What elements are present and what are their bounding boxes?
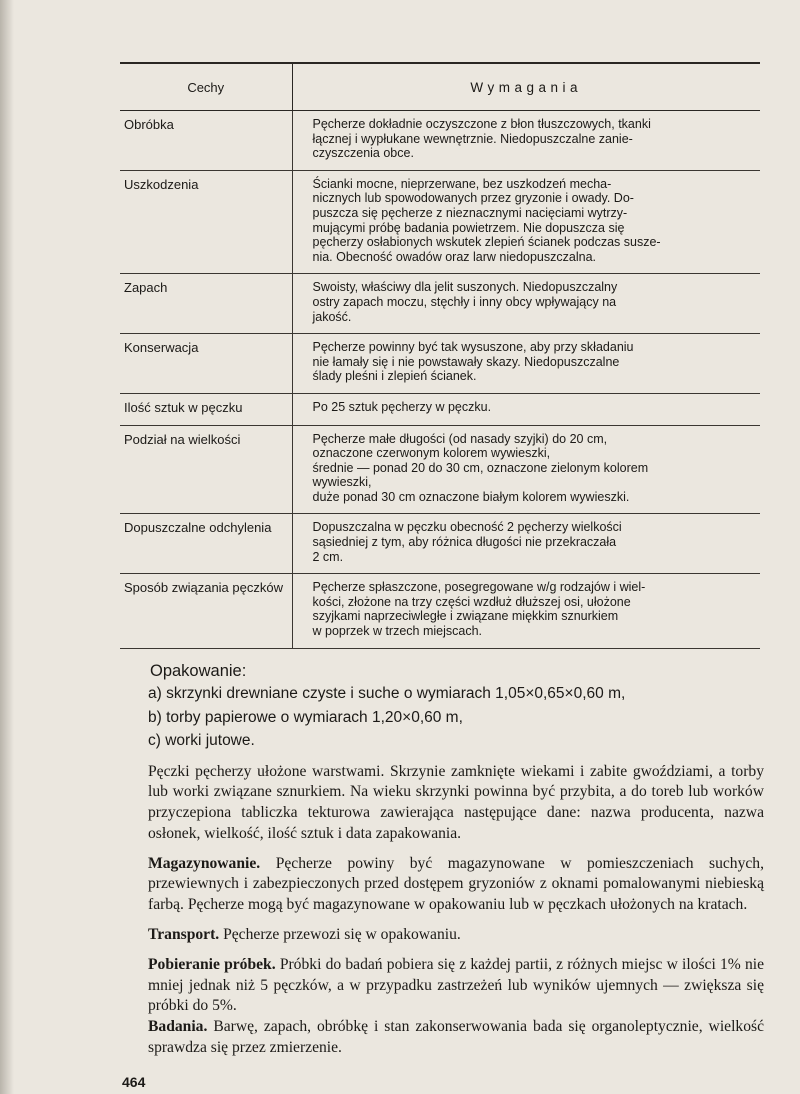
section-text: Pęcherze przewozi się w opakowaniu.	[219, 926, 461, 944]
row-requirement	[292, 514, 760, 574]
requirement-line: nie łamały się i nie powstawały skazy. Niedopuszczalne	[312, 354, 620, 369]
requirement-line: puszcza się pęcherze z nieznacznymi nacięciami wytrzy-	[312, 205, 628, 220]
packaging-paragraph: Pęczki pęcherzy ułożone warstwami. Skrzynie zamknięte wiekami i zabite gwoździami, a torby lub worki związane sznurkiem. Na wieku skrzynki powinna być przybita, a do toreb lub worków przyczepiona tabliczka tekturowa zawierająca następujące dane: nazwa producenta, nazwa osłonek, wielkość, ilość sztuk i data zapakowania.	[148, 762, 764, 842]
packaging-item-b: b) torby papierowe o wymiarach 1,20×0,60 m,	[148, 708, 463, 726]
section-text: Próbki do badań pobiera się z każdej partii, z różnych miejsc w ilości 1% nie mniej jednak niż 5 pęczków, a w przypadku zastrzeżeń lub wyników ujemnych — zwiększa się próbki do 5%.	[148, 955, 764, 1015]
requirement-line: kości, złożone na trzy części wzdłuż dłuższej osi, ułożone	[312, 594, 631, 609]
requirement-line: Pęcherze powinny być tak wysuszone, aby przy składaniu	[312, 340, 634, 355]
requirement-line: nia. Obecność owadów oraz larw niedopuszczalna.	[312, 249, 596, 264]
row-label: Obróbka	[120, 111, 292, 171]
packaging-title: Opakowanie:	[150, 662, 247, 680]
row-label: Uszkodzenia	[120, 170, 292, 274]
requirement-line: nicznych lub spowodowanych przez gryzonie i owady. Do-	[312, 191, 634, 206]
table-row	[120, 111, 760, 171]
table-header-row	[120, 63, 760, 111]
requirement-line: w poprzek w trzech miejscach.	[312, 624, 483, 639]
table-row	[120, 514, 760, 574]
row-requirement	[292, 574, 760, 648]
requirement-line: 2 cm.	[312, 549, 344, 564]
requirement-line: ostry zapach moczu, stęchły i inny obcy wpływający na	[312, 294, 617, 309]
requirement-line: pęcherzy osłabionych wskutek zlepień ścianek podczas susze-	[312, 235, 661, 250]
requirement-line: wywieszki,	[312, 475, 372, 490]
packaging-item-a: a) skrzynki drewniane czyste i suche o wymiarach 1,05×0,65×0,60 m,	[148, 685, 626, 702]
requirement-line: łącznej i wypłukane wewnętrznie. Niedopuszczalne zanie-	[312, 131, 633, 146]
requirement-line: Ścianki mocne, nieprzerwane, bez uszkodzeń mecha-	[312, 176, 612, 191]
requirements-table	[120, 62, 760, 649]
requirement-line: czyszczenia obce.	[312, 146, 414, 161]
table-body	[120, 111, 760, 649]
requirement-line: Swoisty, właściwy dla jelit suszonych. Niedopuszczalny	[312, 280, 618, 295]
requirement-line: Po 25 sztuk pęcherzy w pęczku.	[312, 399, 492, 414]
requirement-line: Pęcherze spłaszczone, posegregowane w/g rodzajów i wiel-	[312, 580, 646, 595]
page-number: 464	[122, 1074, 146, 1090]
table-row	[120, 334, 760, 394]
requirement-line: Dopuszczalna w pęczku obecność 2 pęcherzy wielkości	[312, 520, 622, 535]
table-row	[120, 274, 760, 334]
table-row	[120, 393, 760, 425]
row-requirement	[292, 393, 760, 425]
packaging-list	[148, 682, 764, 753]
requirement-line: szyjkami naprzeciwległe i związane miękkim sznurkiem	[312, 609, 619, 624]
header-cechy: Cechy	[120, 63, 292, 111]
row-label: Sposób związania pęczków	[120, 574, 292, 648]
section-heading: Transport.	[148, 926, 220, 944]
section-heading: Badania.	[148, 1018, 208, 1036]
header-wymagania: Wymagania	[292, 63, 760, 111]
row-requirement	[292, 170, 760, 274]
page-edge-shadow	[0, 0, 14, 1094]
row-requirement	[292, 274, 760, 334]
table-row	[120, 170, 760, 274]
requirement-line: mującymi próbę badania powietrzem. Nie dopuszcza się	[312, 220, 625, 235]
row-label: Ilość sztuk w pęczku	[120, 393, 292, 425]
requirement-line: Pęcherze małe długości (od nasady szyjki) do 20 cm,	[312, 431, 608, 446]
body-text	[148, 660, 764, 1059]
row-label: Zapach	[120, 274, 292, 334]
section-magazynowanie	[148, 854, 764, 916]
row-label: Podział na wielkości	[120, 425, 292, 514]
requirement-line: średnie — ponad 20 do 30 cm, oznaczone zielonym kolorem	[312, 460, 649, 475]
requirement-line: jakość.	[312, 309, 352, 324]
row-label: Dopuszczalne odchylenia	[120, 514, 292, 574]
section-text: Pęcherze powiny być magazynowane w pomieszczeniach suchych, przewiewnych i zabezpieczonych przed dostępem gryzoniów z oknami pomalowanymi niebieską farbą. Pęcherze mogą być magazynowane w opakowaniu lub w pęczkach ułożonych na kratach.	[148, 854, 764, 914]
requirement-line: Pęcherze dokładnie oczyszczone z błon tłuszczowych, tkanki	[312, 117, 651, 131]
section-heading: Pobieranie próbek.	[148, 955, 276, 973]
row-requirement	[292, 334, 760, 394]
section-heading: Magazynowanie.	[148, 854, 261, 872]
section-pobieranie	[148, 955, 764, 1017]
packaging-item-c: c) worki jutowe.	[148, 732, 255, 749]
requirement-line: duże ponad 30 cm oznaczone białym kolorem wywieszki.	[312, 489, 630, 504]
section-text: Barwę, zapach, obróbkę i stan zakonserwowania bada się organoleptycznie, wielkość sprawdza się przez zmierzenie.	[148, 1018, 764, 1057]
row-requirement	[292, 111, 760, 171]
requirement-line: sąsiedniej z tym, aby różnica długości nie przekraczała	[312, 535, 617, 550]
row-requirement	[292, 425, 760, 514]
requirement-line: ślady pleśni i zlepień ścianek.	[312, 369, 477, 384]
requirement-line: oznaczone czerwonym kolorem wywieszki,	[312, 446, 551, 461]
section-badania	[148, 1017, 764, 1059]
table-row	[120, 425, 760, 514]
table-row	[120, 574, 760, 648]
row-label: Konserwacja	[120, 334, 292, 394]
section-transport	[148, 925, 764, 946]
